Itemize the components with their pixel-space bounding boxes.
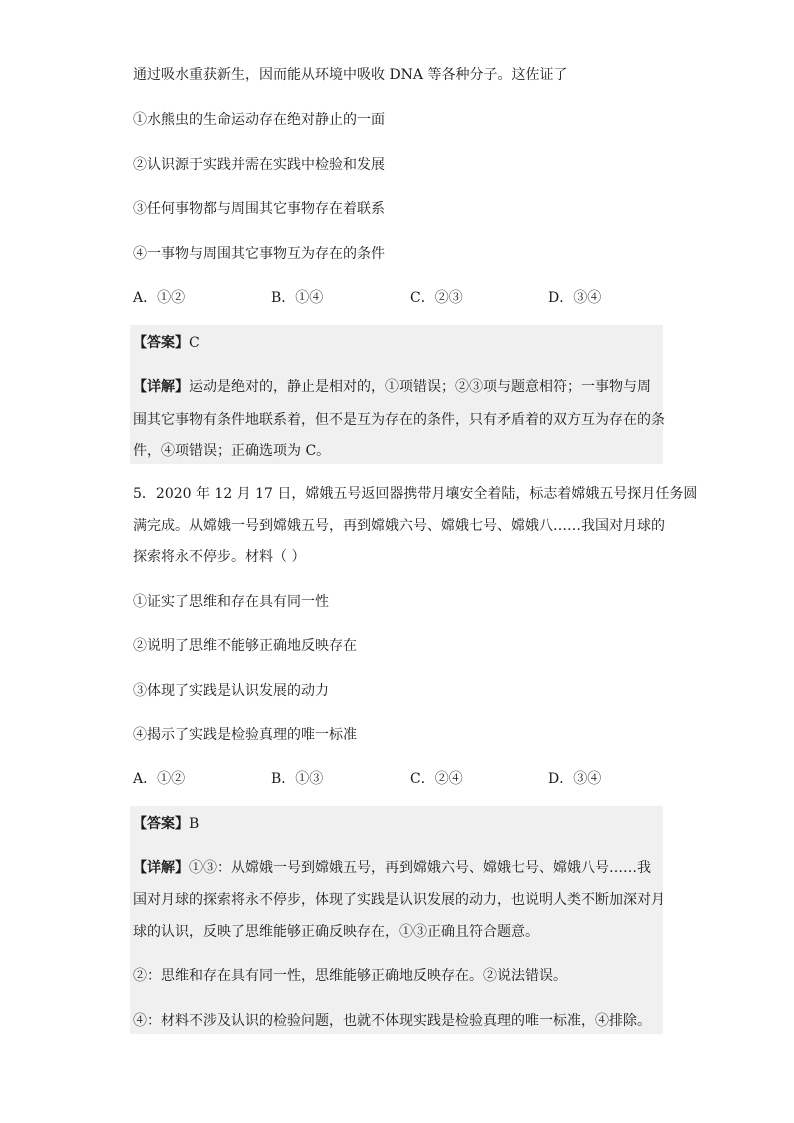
q4-answer-value: C	[189, 335, 200, 351]
q5-option-a: A．①②	[133, 771, 186, 787]
q5-answer-box	[130, 806, 663, 1034]
q5-item-2: ②说明了思维不能够正确地反映存在	[133, 638, 357, 654]
q4-item-3: ③任何事物都与周围其它事物存在着联系	[133, 201, 385, 217]
q5-item-1: ①证实了思维和存在具有同一性	[133, 594, 329, 610]
q4-detail-line-2: 围其它事物有条件地联系着，但不是互为存在的条件，只有矛盾着的双方互为存在的条	[133, 412, 665, 428]
q5-detail-line-2: 国对月球的探索将永不停步，体现了实践是认识发展的动力，也说明人类不断加深对月	[133, 892, 665, 908]
q5-options	[133, 769, 673, 789]
q4-option-d: D．③④	[548, 290, 602, 306]
q5-detail-text-1: ①③：从嫦娥一号到嫦娥五号，再到嫦娥六号、嫦娥七号、嫦娥八号……我	[189, 860, 651, 876]
q5-item-4: ④揭示了实践是检验真理的唯一标准	[133, 727, 357, 743]
q4-detail-text-1: 运动是绝对的，静止是相对的，①项错误；②③项与题意相符；一事物与周	[189, 379, 651, 395]
q4-detail-line-3: 件，④项错误；正确选项为 C。	[133, 443, 331, 459]
q4-option-b: B．①④	[271, 290, 324, 306]
q4-item-4: ④一事物与周围其它事物互为存在的条件	[133, 246, 385, 262]
q5-stem-line-2: 满完成。从嫦娥一号到嫦娥五号，再到嫦娥六号、嫦娥七号、嫦娥八……我国对月球的	[133, 518, 665, 534]
q4-option-a: A．①②	[133, 290, 186, 306]
q4-answer-tag: 【答案】	[133, 335, 189, 351]
q5-detail-extra-1: ②：思维和存在具有同一性，思维能够正确地反映存在。②说法错误。	[133, 968, 567, 984]
q4-item-2: ②认识源于实践并需在实践中检验和发展	[133, 157, 385, 173]
q4-item-1: ①水熊虫的生命运动存在绝对静止的一面	[133, 112, 385, 128]
q4-option-c: C．②③	[410, 290, 463, 306]
q4-detail-line-1	[133, 377, 651, 397]
q4-detail-tag: 【详解】	[133, 379, 189, 395]
q4-options	[133, 288, 673, 308]
q4-stem-tail: 通过吸水重获新生，因而能从环境中吸收 DNA 等各种分子。这佐证了	[133, 67, 568, 83]
q5-detail-tag: 【详解】	[133, 860, 189, 876]
q5-answer	[133, 814, 199, 834]
q5-stem-line-1: 5．2020 年 12 月 17 日，嫦娥五号返回器携带月壤安全着陆，标志着嫦娥五号探月任务圆	[133, 486, 698, 502]
q5-answer-tag: 【答案】	[133, 816, 189, 832]
q5-detail-line-1	[133, 858, 651, 878]
q5-item-3: ③体现了实践是认识发展的动力	[133, 683, 329, 699]
q5-detail-line-3: 球的认识，反映了思维能够正确反映存在，①③正确且符合题意。	[133, 924, 539, 940]
q4-answer	[133, 333, 200, 353]
q5-option-b: B．①③	[271, 771, 324, 787]
q5-stem-line-3: 探索将永不停步。材料（ ）	[133, 549, 306, 565]
q5-detail-extra-2: ④：材料不涉及认识的检验问题，也就不体现实践是检验真理的唯一标准，④排除。	[133, 1013, 651, 1029]
q5-option-d: D．③④	[548, 771, 602, 787]
q5-answer-value: B	[189, 816, 200, 832]
q5-option-c: C．②④	[410, 771, 463, 787]
